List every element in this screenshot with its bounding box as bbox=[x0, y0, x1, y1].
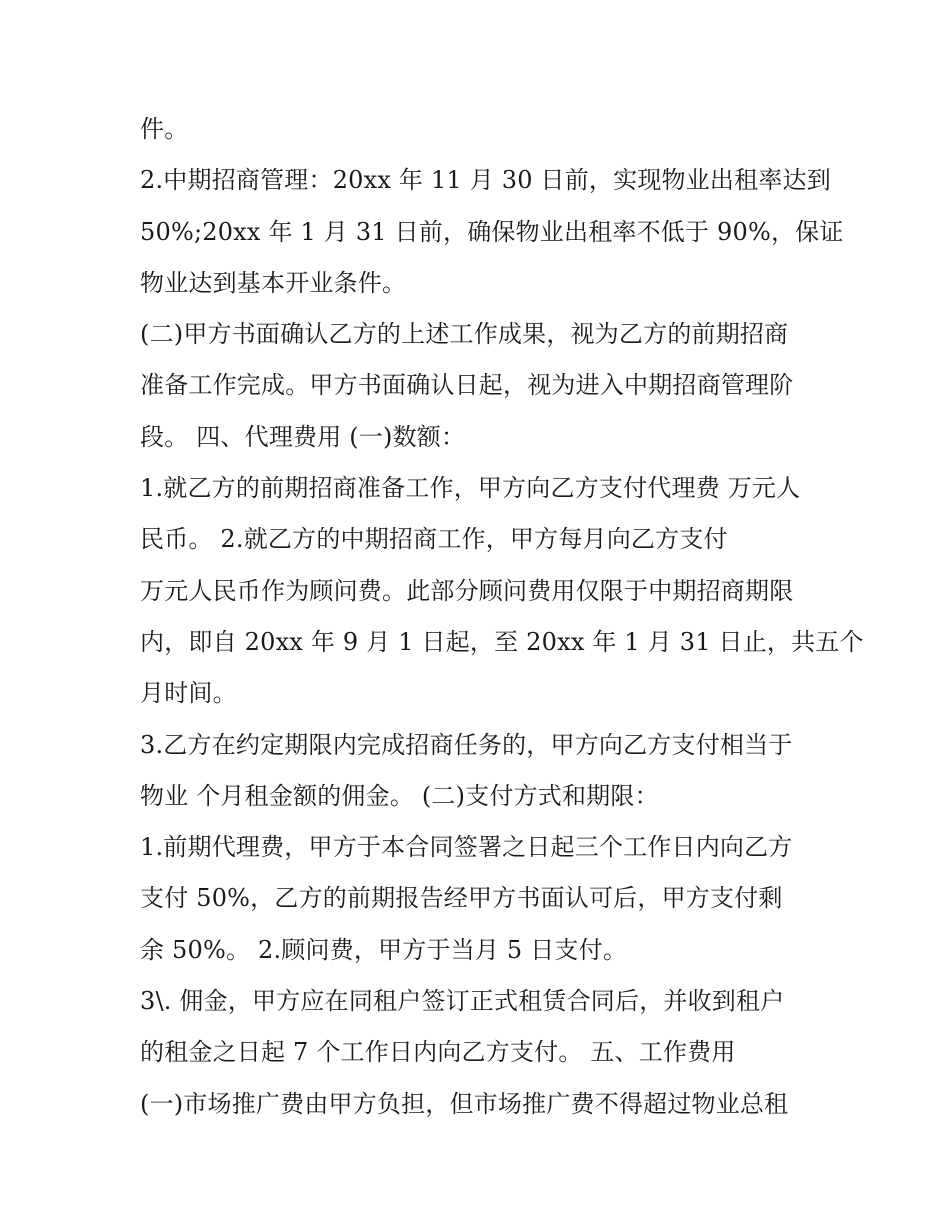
text-line: 件。 bbox=[140, 115, 189, 143]
text-line: 民币。 2.就乙方的中期招商工作，甲方每月向乙方支付 bbox=[140, 525, 728, 554]
text-line: 2.中期招商管理：20xx 年 11 月 30 日前，实现物业出租率达到 bbox=[140, 166, 831, 195]
text-line: 3\. 佣金，甲方应在同租户签订正式租赁合同后，并收到租户 bbox=[140, 987, 785, 1016]
text-line: 3.乙方在约定期限内完成招商任务的，甲方向乙方支付相当于 bbox=[140, 730, 793, 759]
text-line: (二)甲方书面确认乙方的上述工作成果，视为乙方的前期招商 bbox=[140, 320, 789, 349]
text-line: 准备工作完成。甲方书面确认日起，视为进入中期招商管理阶 bbox=[140, 371, 794, 400]
text-line: 月时间。 bbox=[140, 679, 237, 708]
text-line: 50%;20xx 年 1 月 31 日前，确保物业出租率不低于 90%，保证 bbox=[140, 217, 844, 246]
text-line: 内，即自 20xx 年 9 月 1 日起，至 20xx 年 1 月 31 日止，共五个 bbox=[140, 627, 864, 656]
text-line: 万元人民币作为顾问费。此部分顾问费用仅限于中期招商期限 bbox=[140, 576, 794, 605]
text-line: 余 50%。 2.顾问费，甲方于当月 5 日支付。 bbox=[140, 935, 628, 964]
text-line: 段。 四、代理费用 (一)数额： bbox=[140, 422, 466, 451]
text-line: (一)市场推广费由甲方负担，但市场推广费不得超过物业总租 bbox=[140, 1089, 789, 1118]
text-line: 支付 50%，乙方的前期报告经甲方书面认可后，甲方支付剩 bbox=[140, 884, 783, 913]
text-line: 的租金之日起 7 个工作日内向乙方支付。 五、工作费用 bbox=[140, 1038, 736, 1067]
text-line: 1.就乙方的前期招商准备工作，甲方向乙方支付代理费 万元人 bbox=[140, 474, 801, 503]
text-line: 物业达到基本开业条件。 bbox=[140, 268, 407, 297]
text-line: 1.前期代理费，甲方于本合同签署之日起三个工作日内向乙方 bbox=[140, 833, 793, 862]
document-body bbox=[140, 104, 864, 1130]
text-line: 物业 个月租金额的佣金。 (二)支付方式和期限： bbox=[140, 781, 659, 810]
